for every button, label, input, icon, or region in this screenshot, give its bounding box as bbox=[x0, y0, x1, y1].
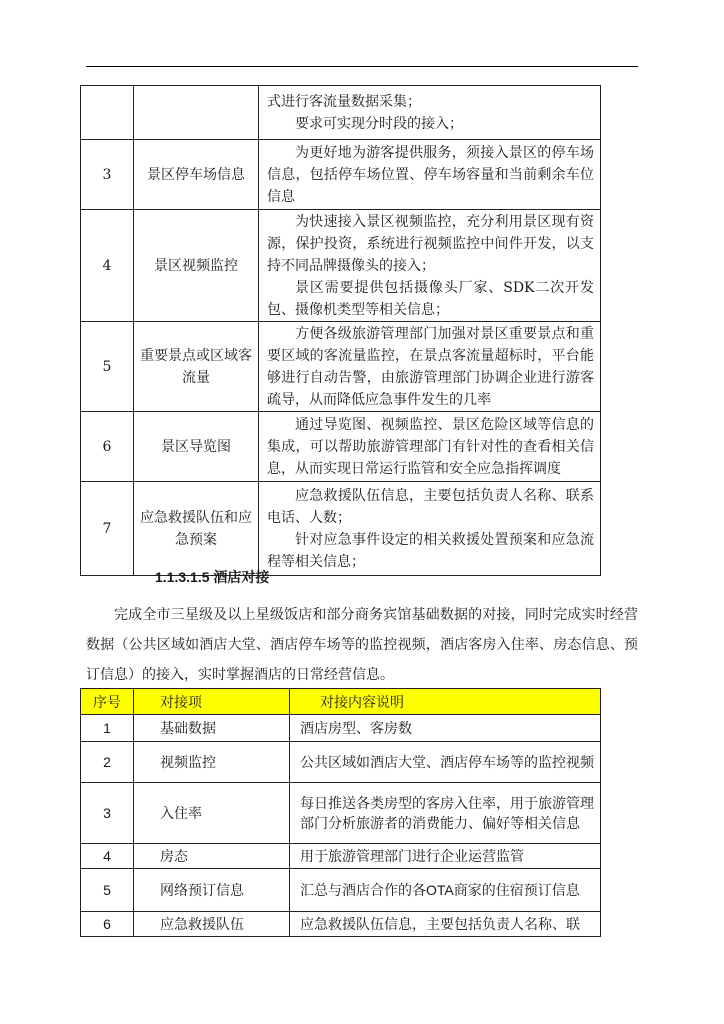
table-row bbox=[81, 482, 601, 576]
row-number: 6 bbox=[81, 912, 134, 937]
description-line: 通过导览图、视频监控、景区危险区域等信息的集成，可以帮助旅游管理部门有针对性的查看相关信息，从而实现日常运行监管和安全应急指挥调度 bbox=[267, 416, 594, 477]
row-description: 公共区域如酒店大堂、酒店停车场等的监控视频 bbox=[290, 742, 601, 783]
row-number: 5 bbox=[81, 322, 134, 412]
row-number: 4 bbox=[81, 210, 134, 322]
table-header-row bbox=[81, 689, 601, 715]
row-item: 应急救援队伍 bbox=[134, 912, 290, 937]
row-description: 汇总与酒店合作的各OTA商家的住宿预订信息 bbox=[290, 869, 601, 912]
row-item: 应急救援队伍和应急预案 bbox=[134, 482, 259, 576]
hotel-integration-table bbox=[80, 688, 601, 937]
row-description bbox=[259, 482, 601, 576]
table-row bbox=[81, 715, 601, 742]
row-item: 景区视频监控 bbox=[134, 210, 259, 322]
row-description: 每日推送各类房型的客房入住率，用于旅游管理部门分析旅游者的消费能力、偏好等相关信息 bbox=[290, 783, 601, 844]
description-line: 要求可实现分时段的接入； bbox=[295, 115, 463, 132]
row-number: 4 bbox=[81, 844, 134, 869]
description-line: 针对应急事件设定的相关救援处置预案和应急流程等相关信息； bbox=[267, 531, 594, 570]
table-row bbox=[81, 742, 601, 783]
header-description: 对接内容说明 bbox=[290, 689, 601, 715]
section-paragraph: 完成全市三星级及以上星级饭店和部分商务宾馆基础数据的对接，同时完成实时经营数据（公共区域如酒店大堂、酒店停车场等的监控视频，酒店客房入住率、房态信息、预订信息）的接入，实时掌握酒店的日常经营信息。 bbox=[86, 607, 638, 683]
table-row bbox=[81, 912, 601, 937]
row-description: 酒店房型、客房数 bbox=[290, 715, 601, 742]
row-description: 用于旅游管理部门进行企业运营监管 bbox=[290, 844, 601, 869]
row-description bbox=[259, 210, 601, 322]
row-description bbox=[259, 140, 601, 210]
row-number: 5 bbox=[81, 869, 134, 912]
table-row bbox=[81, 412, 601, 482]
row-description: 应急救援队伍信息，主要包括负责人名称、联 bbox=[290, 912, 601, 937]
row-number: 1 bbox=[81, 715, 134, 742]
row-number: 3 bbox=[81, 140, 134, 210]
description-line: 为快速接入景区视频监控，充分利用景区现有资源，保护投资，系统进行视频监控中间件开发，以支持不同品牌摄像头的接入； bbox=[267, 213, 594, 274]
table-row bbox=[81, 140, 601, 210]
header-item: 对接项 bbox=[134, 689, 290, 715]
table-row bbox=[81, 869, 601, 912]
description-line: 应急救援队伍信息，主要包括负责人名称、联系电话、人数； bbox=[267, 487, 594, 526]
row-description bbox=[259, 322, 601, 412]
scenic-data-table bbox=[80, 85, 601, 576]
row-item: 重要景点或区域客流量 bbox=[134, 322, 259, 412]
description-line: 式进行客流量数据采集； bbox=[267, 93, 421, 110]
table-row bbox=[81, 844, 601, 869]
description-line: 为更好地为游客提供服务，须接入景区的停车场信息，包括停车场位置、停车场容量和当前剩余车位信息 bbox=[267, 144, 594, 205]
row-item: 入住率 bbox=[134, 783, 290, 844]
row-description bbox=[259, 412, 601, 482]
row-number bbox=[81, 86, 134, 140]
header-number: 序号 bbox=[81, 689, 134, 715]
table-row bbox=[81, 322, 601, 412]
row-item bbox=[134, 86, 259, 140]
row-number: 2 bbox=[81, 742, 134, 783]
row-number: 7 bbox=[81, 482, 134, 576]
row-description bbox=[259, 86, 601, 140]
table-row bbox=[81, 210, 601, 322]
row-item: 景区停车场信息 bbox=[134, 140, 259, 210]
row-item: 网络预订信息 bbox=[134, 869, 290, 912]
row-item: 视频监控 bbox=[134, 742, 290, 783]
row-number: 3 bbox=[81, 783, 134, 844]
header-rule bbox=[86, 66, 638, 67]
row-item: 景区导览图 bbox=[134, 412, 259, 482]
description-line: 景区需要提供包括摄像头厂家、SDK二次开发包、摄像机类型等相关信息； bbox=[267, 279, 594, 318]
table-row bbox=[81, 783, 601, 844]
row-item: 基础数据 bbox=[134, 715, 290, 742]
table-row bbox=[81, 86, 601, 140]
row-item: 房态 bbox=[134, 844, 290, 869]
section-heading: 1.1.3.1.5 酒店对接 bbox=[155, 569, 270, 585]
row-number: 6 bbox=[81, 412, 134, 482]
description-line: 方便各级旅游管理部门加强对景区重要景点和重要区域的客流量监控，在景点客流量超标时，平台能够进行自动告警，由旅游管理部门协调企业进行游客疏导，从而降低应急事件发生的几率 bbox=[267, 325, 594, 408]
